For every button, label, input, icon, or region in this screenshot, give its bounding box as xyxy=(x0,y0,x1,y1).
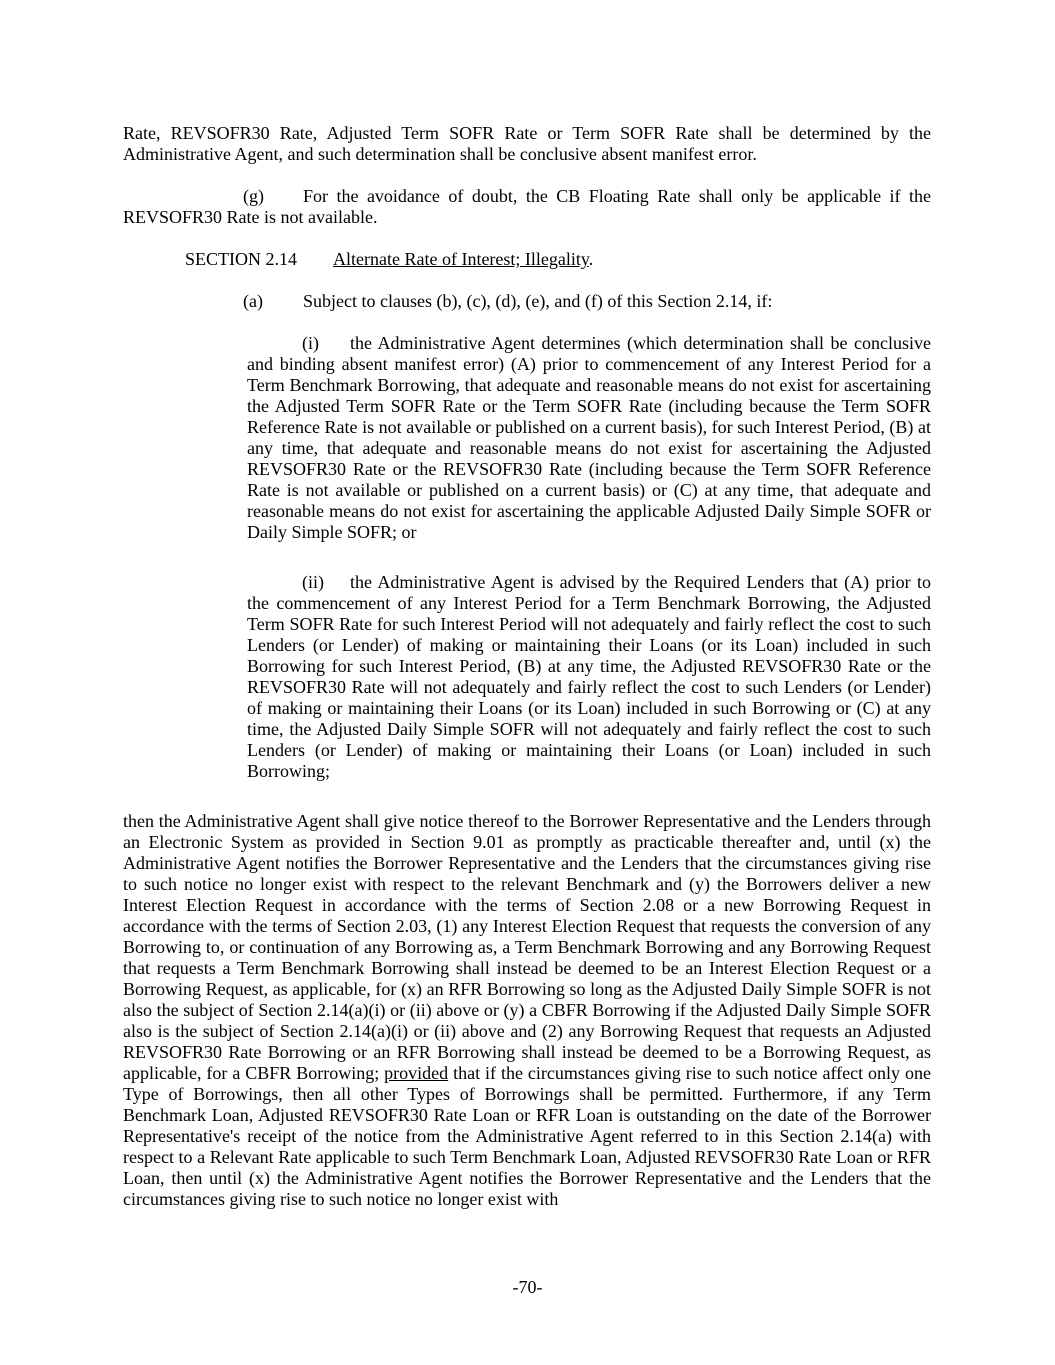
clause-a-ii-text: the Administrative Agent is advised by the Required Lenders that (A) prior to the commencement of any Interest Period for a Term Benchmark Borrowing, the Adjusted Term SOFR Rate for such Interest Period will not adequately and fairly reflect the cost to such Lenders (or Lender) of making or maintaining their Loans (or its Loan) included in such Borrowing for such Interest Period, (B) at any time, the Adjusted REVSOFR30 Rate or the REVSOFR30 Rate will not adequately and fairly reflect the cost to such Lenders (or Lender) of making or maintaining their Loans (or its Loan) included in such Borrowing or (C) at any time, the Adjusted Daily Simple SOFR will not adequately and fairly reflect the cost to such Lenders (or Lender) of making or maintaining their Loans (or Loan) included in such Borrowing; xyxy=(247,572,931,781)
clause-a xyxy=(123,291,931,312)
clause-g xyxy=(123,186,931,228)
section-title: Alternate Rate of Interest; Illegality xyxy=(333,249,589,269)
section-title-period: . xyxy=(588,249,594,269)
paragraph-body-part2: that if the circumstances giving rise to such notice affect only one Type of Borrowings, then all other Types of Borrowings shall be permitted. Furthermore, if any Term Benchmark Loan, Adjusted REVSOFR30 Rate Loan or RFR Loan is outstanding on the date of the Borrower Representative's receipt of the notice from the Administrative Agent referred to in this Section 2.14(a) with respect to a Relevant Rate applicable to such Term Benchmark Loan, Adjusted REVSOFR30 Rate Loan or RFR Loan, then until (x) the Administrative Agent notifies the Borrower Representative and the Lenders that the circumstances giving rise to such notice no longer exist with xyxy=(123,1063,931,1209)
clause-g-text: For the avoidance of doubt, the CB Floating Rate shall only be applicable if the REVSOFR30 Rate is not available. xyxy=(123,186,931,227)
section-number: SECTION 2.14 xyxy=(185,249,297,269)
paragraph-body-part1: then the Administrative Agent shall give notice thereof to the Borrower Representative and the Lenders through an Electronic System as provided in Section 9.01 as promptly as practicable thereafter and, until (x) the Administrative Agent notifies the Borrower Representative and the Lenders that the circumstances giving rise to such notice no longer exist with respect to the relevant Benchmark and (y) the Borrowers deliver a new Interest Election Request in accordance with the terms of Section 2.08 or a new Borrowing Request in accordance with the terms of Section 2.03, (1) any Interest Election Request that requests the conversion of any Borrowing to, or continuation of any Borrowing as, a Term Benchmark Borrowing and any Borrowing Request that requests a Term Benchmark Borrowing shall instead be deemed to be an Interest Election Request or a Borrowing Request, as applicable, for (x) an RFR Borrowing so long as the Adjusted Daily Simple SOFR is not also the subject of Section 2.14(a)(i) or (ii) above or (y) a CBFR Borrowing if the Adjusted Daily Simple SOFR also is the subject of Section 2.14(a)(i) or (ii) above and (2) any Borrowing Request that requests an Adjusted REVSOFR30 Rate Borrowing or an RFR Borrowing shall instead be deemed to be a Borrowing Request, as applicable, for a CBFR Borrowing; xyxy=(123,811,931,1083)
clause-a-i-label: (i) xyxy=(302,333,319,353)
clause-a-label: (a) xyxy=(243,291,263,311)
clause-a-i xyxy=(247,333,931,543)
clause-a-ii xyxy=(247,572,931,782)
clause-a-text: Subject to clauses (b), (c), (d), (e), and (f) of this Section 2.14, if: xyxy=(303,291,773,311)
clause-g-label: (g) xyxy=(243,186,264,206)
clause-a-i-text: the Administrative Agent determines (which determination shall be conclusive and binding absent manifest error) (A) prior to commencement of any Interest Period for a Term Benchmark Borrowing, that adequate and reasonable means do not exist for ascertaining the Adjusted Term SOFR Rate or the Term SOFR Rate (including because the Term SOFR Reference Rate is not available or published on a current basis), for such Interest Period, (B) at any time, that adequate and reasonable means do not exist for ascertaining the Adjusted REVSOFR30 Rate or the REVSOFR30 Rate (including because the Term SOFR Reference Rate is not available or published on a current basis) or (C) at any time, that adequate and reasonable means do not exist for ascertaining the applicable Adjusted Daily Simple SOFR or Daily Simple SOFR; or xyxy=(247,333,931,542)
paragraph-continuation: Rate, REVSOFR30 Rate, Adjusted Term SOFR Rate or Term SOFR Rate shall be determined by the Administrative Agent, and such determination shall be conclusive absent manifest error. xyxy=(123,123,931,164)
clause-a-ii-label: (ii) xyxy=(302,572,324,592)
paragraph-body xyxy=(123,811,931,1210)
paragraph-body-underlined-term: provided xyxy=(384,1063,449,1083)
document-content xyxy=(123,123,931,1231)
section-heading xyxy=(123,249,931,270)
page-number: -70- xyxy=(512,1277,543,1297)
